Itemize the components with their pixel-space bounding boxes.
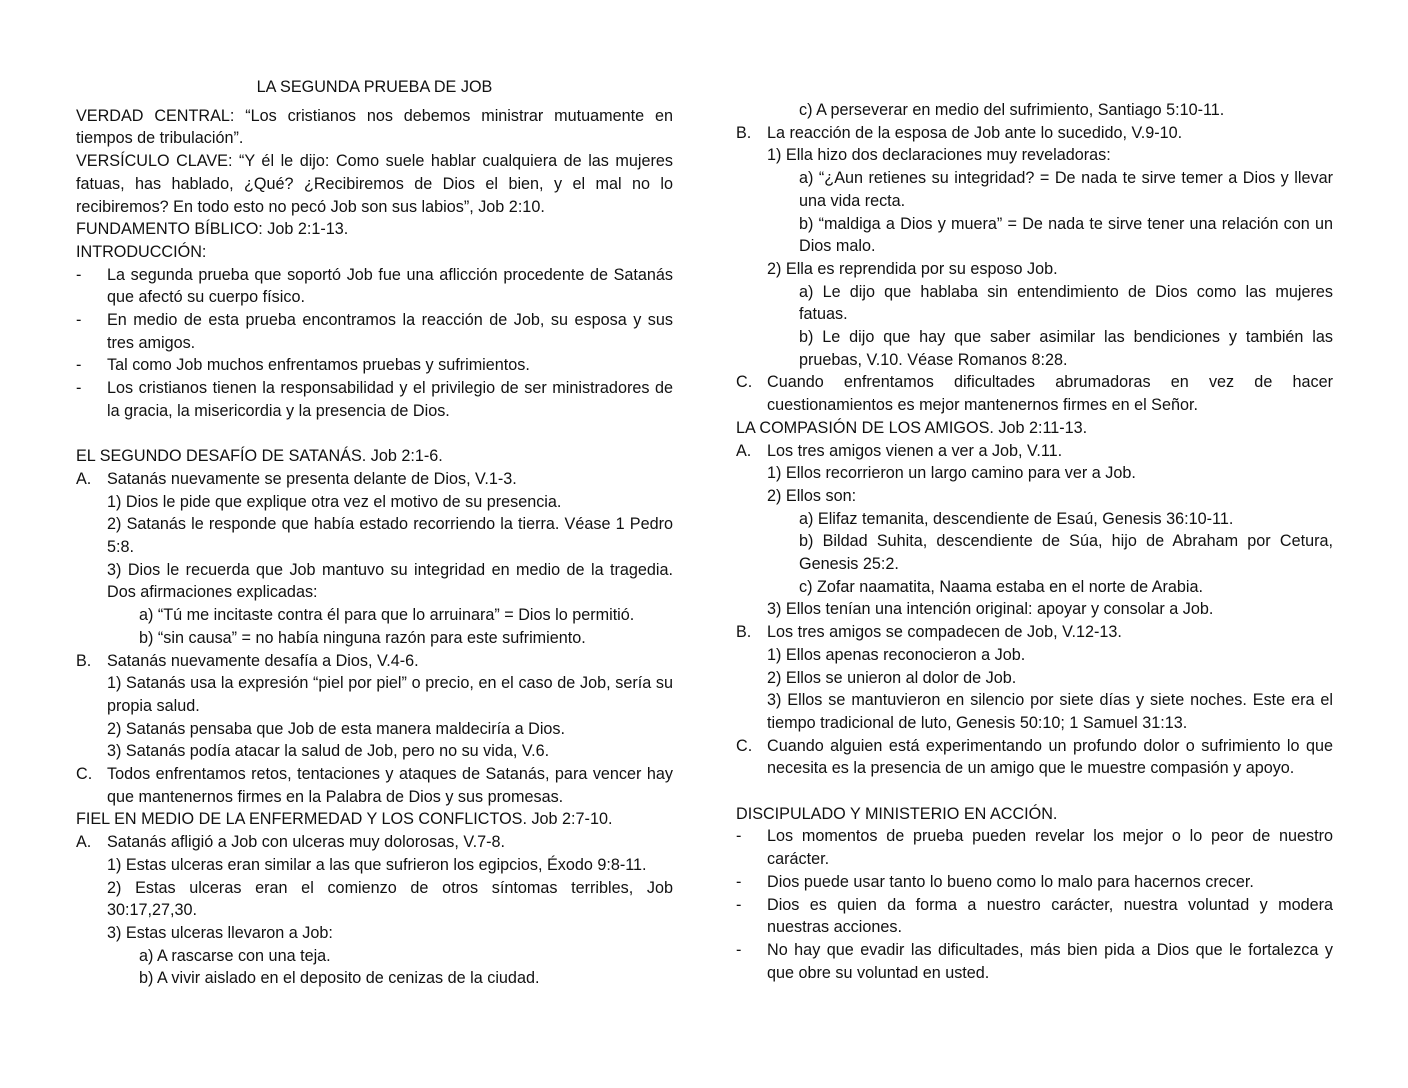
list-item-text: No hay que evadir las dificultades, más bien pida a Dios que le fortalezca y que obre su voluntad en usted. [767,941,1333,982]
bullet-item [76,354,673,377]
paragraph: DISCIPULADO Y MINISTERIO EN ACCIÓN. [736,804,1058,823]
list-marker: A. [76,833,92,852]
list-marker: A. [76,469,92,488]
lettered-item [736,440,1333,463]
list-item-text: Los momentos de prueba pueden revelar los mejor o lo peor de nuestro carácter. [767,827,1333,869]
numbered-subitem: 3) Satanás podía atacar la salud de Job, pero no su vida, V.6. [107,742,550,761]
list-marker: - [76,356,82,375]
list-marker: B. [76,651,92,670]
list-item-text: Cuando alguien está experimentando un profundo dolor o sufrimiento lo que necesita es la presencia de un amigo que le muestre compasión y apoyo. [767,736,1333,778]
numbered-subitem: 1) Dios le pide que explique otra vez el motivo de su presencia. [107,492,562,511]
lettered-subitem: b) Le dijo que hay que saber asimilar las bendiciones y también las pruebas, V.10. Véase Romanos 8:28. [799,328,1333,369]
bullet-item [736,939,1333,984]
blank-line [736,780,1333,803]
list-marker: - [736,941,742,959]
list-marker: - [736,827,742,846]
bullet-item [76,377,673,422]
numbered-subitem: 2) Satanás le responde que había estado recorriendo la tierra. Véase 1 Pedro 5:8. [107,515,673,557]
numbered-subitem: 2) Ellos se unieron al dolor de Job. [767,668,1017,687]
lettered-subitem: b) Bildad Suhita, descendiente de Súa, hijo de Abraham por Cetura, Genesis 25:2. [799,532,1333,574]
paragraph: LA COMPASIÓN DE LOS AMIGOS. Job 2:11-13. [736,418,1088,437]
list-marker: - [76,311,82,330]
lettered-item [736,621,1333,644]
lettered-subitem: a) Le dijo que hablaba sin entendimiento de Dios como las mujeres fatuas. [799,282,1333,324]
numbered-subitem: 3) Ellos tenían una intención original: apoyar y consolar a Job. [767,600,1214,619]
document-title: LA SEGUNDA PRUEBA DE JOB [256,78,493,96]
lettered-subitem: b) “sin causa” = no había ninguna razón para este sufrimiento. [139,628,586,647]
left-column [76,76,673,990]
lettered-item [736,122,1333,145]
paragraph: EL SEGUNDO DESAFÍO DE SATANÁS. Job 2:1-6. [76,447,443,466]
lettered-item [76,831,673,854]
lettered-subitem: b) “maldiga a Dios y muera” = De nada te sirve tener una relación con un Dios malo. [799,214,1333,256]
list-marker: B. [736,623,752,642]
list-item-text: Los tres amigos vienen a ver a Job, V.11. [767,441,1063,460]
list-item-text: Cuando enfrentamos dificultades abrumadoras en vez de hacer cuestionamientos es mejor mantenernos firmes en el Señor. [767,373,1333,415]
paragraph: INTRODUCCIÓN: [76,242,207,261]
list-item-text: Dios puede usar tanto lo bueno como lo malo para hacernos crecer. [767,872,1254,891]
numbered-subitem: 3) Dios le recuerda que Job mantuvo su integridad en medio de la tragedia. Dos afirmaciones explicadas: [107,560,673,602]
left-column-body [76,105,673,990]
numbered-subitem: 2) Estas ulceras eran el comienzo de otros síntomas terribles, Job 30:17,27,30. [107,878,673,920]
list-item-text: Todos enfrentamos retos, tentaciones y ataques de Satanás, para vencer hay que mantenernos firmes en la Palabra de Dios y sus promesas. [107,765,673,806]
numbered-subitem: 1) Ella hizo dos declaraciones muy reveladoras: [767,146,1111,165]
list-marker: C. [736,736,753,755]
numbered-subitem: 1) Estas ulceras eran similar a las que sufrieron los egipcios, Éxodo 9:8-11. [107,855,647,874]
lettered-subitem: a) “¿Aun retienes su integridad? = De nada te sirve temer a Dios y llevar una vida recta. [799,169,1333,210]
list-item-text: Dios es quien da forma a nuestro carácter, nuestra voluntad y modera nuestras acciones. [767,895,1333,937]
list-item-text: Satanás afligió a Job con ulceras muy dolorosas, V.7-8. [107,833,506,852]
list-marker: - [76,379,82,398]
bullet-item [736,871,1333,894]
bullet-item [736,894,1333,939]
list-item-text: En medio de esta prueba encontramos la reacción de Job, su esposa y sus tres amigos. [107,311,673,352]
list-marker: C. [76,765,93,784]
bullet-item [76,309,673,354]
list-marker: B. [736,123,752,142]
lettered-subitem: c) Zofar naamatita, Naama estaba en el norte de Arabia. [799,577,1204,596]
bullet-item [76,264,673,309]
paragraph: FUNDAMENTO BÍBLICO: Job 2:1-13. [76,220,349,239]
numbered-subitem: 2) Satanás pensaba que Job de esta manera maldeciría a Dios. [107,719,566,738]
list-marker: - [736,872,742,891]
list-item-text: Tal como Job muchos enfrentamos pruebas y sufrimientos. [107,356,530,375]
list-marker: - [76,265,82,284]
list-item-text: Los tres amigos se compadecen de Job, V.12-13. [767,623,1122,642]
list-item-text: Los cristianos tienen la responsabilidad y el privilegio de ser ministradores de la gracia, la misericordia y la presencia de Dios. [107,379,673,420]
blank-line [76,423,673,446]
lettered-item [76,763,673,808]
right-column-body [736,99,1333,984]
lettered-subitem: a) Elifaz temanita, descendiente de Esaú, Genesis 36:10-11. [799,509,1234,528]
list-item-text: La segunda prueba que soportó Job fue una aflicción procedente de Satanás que afectó su cuerpo físico. [107,265,673,307]
lettered-subitem: a) “Tú me incitaste contra él para que lo arruinara” = Dios lo permitió. [139,606,635,625]
list-item-text: Satanás nuevamente desafía a Dios, V.4-6. [107,651,419,670]
paragraph: FIEL EN MEDIO DE LA ENFERMEDAD Y LOS CONFLICTOS. Job 2:7-10. [76,810,613,829]
right-column [736,99,1333,984]
list-marker: - [736,895,742,914]
numbered-subitem: 2) Ella es reprendida por su esposo Job. [767,259,1058,278]
lettered-subitem: a) A rascarse con una teja. [139,946,331,965]
numbered-subitem: 1) Satanás usa la expresión “piel por piel” o precio, en el caso de Job, sería su propia salud. [107,674,673,715]
paragraph: VERSÍCULO CLAVE: “Y él le dijo: Como suele hablar cualquiera de las mujeres fatuas, has hablado, ¿Qué? ¿Recibiremos de Dios el bien, y el mal no lo recibiremos? En todo esto no pecó Job son sus labios”, Job 2:10. [76,152,673,216]
numbered-subitem: 1) Ellos recorrieron un largo camino para ver a Job. [767,464,1136,483]
numbered-subitem: 1) Ellos apenas reconocieron a Job. [767,645,1026,664]
list-marker: A. [736,441,752,460]
lettered-item [76,468,673,491]
lettered-subitem: c) A perseverar en medio del sufrimiento, Santiago 5:10-11. [799,101,1225,119]
paragraph: VERDAD CENTRAL: “Los cristianos nos debemos ministrar mutuamente en tiempos de tribulación”. [76,106,673,148]
list-marker: C. [736,373,753,392]
numbered-subitem: 2) Ellos son: [767,486,857,505]
list-item-text: La reacción de la esposa de Job ante lo sucedido, V.9-10. [767,123,1183,142]
numbered-subitem: 3) Ellos se mantuvieron en silencio por siete días y siete noches. Este era el tiempo tradicional de luto, Genesis 50:10; 1 Samuel 31:13. [767,691,1333,732]
lettered-item [76,650,673,673]
list-item-text: Satanás nuevamente se presenta delante de Dios, V.1-3. [107,469,517,488]
lettered-item [736,735,1333,780]
lettered-item [736,371,1333,416]
numbered-subitem: 3) Estas ulceras llevaron a Job: [107,924,333,942]
bullet-item [736,825,1333,870]
lettered-subitem: b) A vivir aislado en el deposito de cenizas de la ciudad. [139,969,540,988]
